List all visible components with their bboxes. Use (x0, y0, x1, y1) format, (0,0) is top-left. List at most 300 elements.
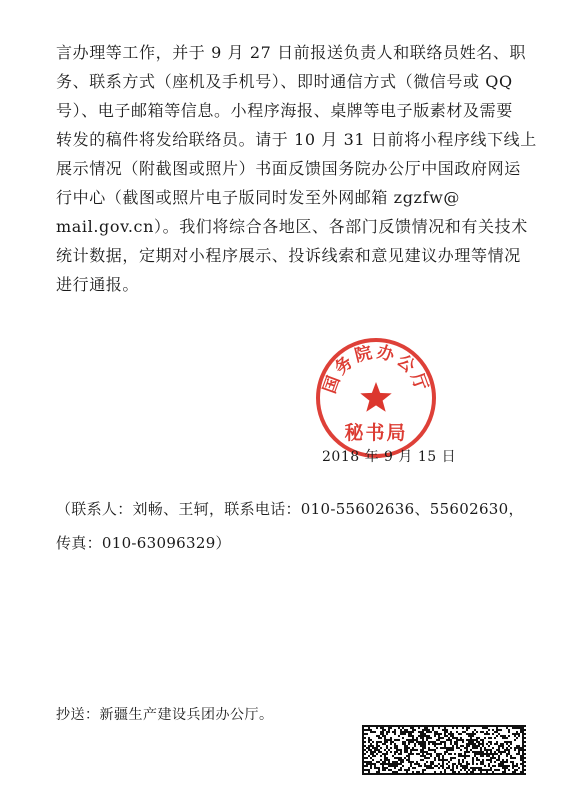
barcode-module (388, 739, 390, 741)
barcode-module (364, 749, 366, 751)
barcode-module (482, 769, 484, 771)
barcode-module (460, 773, 462, 775)
barcode-module (512, 733, 514, 735)
barcode-module (474, 751, 476, 753)
barcode-module (424, 745, 426, 747)
barcode-module (524, 737, 526, 739)
barcode-module (394, 725, 396, 727)
barcode-module (478, 741, 480, 743)
barcode-module (458, 773, 460, 775)
barcode-module (520, 763, 522, 765)
barcode-module (392, 741, 394, 743)
barcode-module (420, 737, 422, 739)
barcode-module (372, 745, 374, 747)
barcode-module (444, 753, 446, 755)
barcode-module (392, 763, 394, 765)
barcode-module (426, 761, 428, 763)
barcode-module (458, 725, 460, 727)
barcode-module (440, 737, 442, 739)
barcode-module (460, 725, 462, 727)
barcode-module (418, 765, 420, 767)
barcode-module (472, 725, 474, 727)
barcode-module (434, 751, 436, 753)
barcode-module (498, 749, 500, 751)
seal-star-icon (360, 382, 391, 412)
barcode-module (478, 737, 480, 739)
barcode-module (422, 743, 424, 745)
barcode-module (456, 747, 458, 749)
barcode-module (500, 729, 502, 731)
barcode-module (396, 745, 398, 747)
barcode-module (462, 759, 464, 761)
barcode-module (412, 725, 414, 727)
barcode-module (390, 725, 392, 727)
barcode-module (374, 751, 376, 753)
barcode-module (476, 741, 478, 743)
barcode-module (426, 739, 428, 741)
barcode-module (416, 773, 418, 775)
barcode-module (442, 747, 444, 749)
barcode-module (446, 735, 448, 737)
barcode-module (520, 727, 522, 729)
barcode-module (432, 741, 434, 743)
barcode-module (364, 757, 366, 759)
barcode-module (500, 753, 502, 755)
barcode-module (496, 759, 498, 761)
barcode-module (504, 749, 506, 751)
barcode-module (408, 725, 410, 727)
contact-info (56, 492, 536, 560)
barcode-module (386, 773, 388, 775)
barcode-module (466, 773, 468, 775)
barcode-module (448, 725, 450, 727)
barcode-module (422, 737, 424, 739)
barcode-module (522, 727, 524, 729)
barcode-module (474, 747, 476, 749)
barcode-module (452, 733, 454, 735)
barcode-module (458, 753, 460, 755)
barcode-module (372, 741, 374, 743)
barcode-module (492, 729, 494, 731)
barcode-module (498, 773, 500, 775)
barcode-module (418, 731, 420, 733)
barcode-module (410, 739, 412, 741)
barcode-module (516, 737, 518, 739)
barcode-module (444, 759, 446, 761)
barcode-module (410, 763, 412, 765)
barcode-module (522, 735, 524, 737)
barcode-module (500, 743, 502, 745)
barcode-module (366, 751, 368, 753)
barcode-module (412, 737, 414, 739)
barcode-module (384, 749, 386, 751)
barcode-module (490, 751, 492, 753)
barcode-module (522, 743, 524, 745)
barcode-module (364, 753, 366, 755)
barcode-module (362, 747, 364, 749)
barcode-module (376, 771, 378, 773)
barcode-module (514, 739, 516, 741)
barcode-module (510, 725, 512, 727)
barcode-module (482, 739, 484, 741)
barcode-module (388, 759, 390, 761)
barcode-module (426, 737, 428, 739)
barcode-module (486, 755, 488, 757)
barcode-module (488, 769, 490, 771)
barcode-module (468, 763, 470, 765)
barcode-module (420, 749, 422, 751)
barcode-module (408, 743, 410, 745)
barcode-module (520, 757, 522, 759)
barcode-module (494, 773, 496, 775)
barcode-module (454, 741, 456, 743)
barcode-module (420, 735, 422, 737)
issue-date: 2018 年 9 月 15 日 (322, 449, 457, 465)
barcode-module (482, 743, 484, 745)
barcode-module (394, 733, 396, 735)
barcode-module (484, 769, 486, 771)
barcode-module (368, 773, 370, 775)
barcode-module (450, 735, 452, 737)
barcode-module (398, 757, 400, 759)
barcode-module (468, 773, 470, 775)
barcode-module (438, 737, 440, 739)
barcode-module (476, 751, 478, 753)
barcode-module (468, 751, 470, 753)
barcode-module (382, 767, 384, 769)
barcode-module (514, 773, 516, 775)
barcode-module (454, 757, 456, 759)
barcode-module (394, 731, 396, 733)
barcode-module (378, 751, 380, 753)
barcode-module (464, 753, 466, 755)
barcode-module (440, 741, 442, 743)
barcode-module (474, 729, 476, 731)
barcode-module (488, 763, 490, 765)
barcode-module (478, 751, 480, 753)
barcode-module (478, 773, 480, 775)
barcode-module (400, 731, 402, 733)
barcode-module (410, 733, 412, 735)
barcode-module (458, 733, 460, 735)
barcode-module (422, 733, 424, 735)
barcode-module (384, 737, 386, 739)
barcode-module (366, 761, 368, 763)
barcode-module (506, 749, 508, 751)
barcode-module (520, 749, 522, 751)
barcode-module (434, 741, 436, 743)
seal-org-text: 国务院办公厅 (319, 342, 433, 397)
barcode-module (426, 731, 428, 733)
barcode-module (516, 733, 518, 735)
barcode-module (442, 725, 444, 727)
barcode-module (480, 767, 482, 769)
barcode-module (402, 737, 404, 739)
barcode-module (524, 761, 526, 763)
barcode-module (368, 737, 370, 739)
barcode-module (446, 763, 448, 765)
barcode-module (464, 765, 466, 767)
barcode-module (374, 749, 376, 751)
barcode-module (378, 737, 380, 739)
barcode-module (506, 737, 508, 739)
barcode-module (472, 733, 474, 735)
barcode-module (390, 727, 392, 729)
barcode-module (466, 727, 468, 729)
barcode-module (466, 751, 468, 753)
barcode-module (386, 725, 388, 727)
barcode-module (396, 747, 398, 749)
barcode-module (446, 747, 448, 749)
barcode-module (490, 741, 492, 743)
barcode-module (482, 761, 484, 763)
barcode-module (424, 741, 426, 743)
barcode-module (456, 743, 458, 745)
barcode-module (450, 733, 452, 735)
barcode-module (390, 773, 392, 775)
barcode-module (436, 743, 438, 745)
barcode-module (518, 735, 520, 737)
barcode-module (514, 733, 516, 735)
barcode-module (456, 773, 458, 775)
barcode-module (482, 773, 484, 775)
barcode-module (486, 753, 488, 755)
barcode-module (370, 763, 372, 765)
barcode-module (400, 753, 402, 755)
barcode-module (432, 749, 434, 751)
barcode-module (368, 747, 370, 749)
barcode-module (480, 771, 482, 773)
barcode-module (428, 735, 430, 737)
barcode-module (492, 771, 494, 773)
barcode-module (506, 743, 508, 745)
barcode-module (392, 755, 394, 757)
barcode-module (518, 753, 520, 755)
barcode-module (362, 767, 364, 769)
barcode-module (466, 747, 468, 749)
barcode-module (498, 733, 500, 735)
barcode-module (420, 745, 422, 747)
barcode-module (422, 741, 424, 743)
barcode-module (400, 769, 402, 771)
barcode-module (520, 773, 522, 775)
barcode-module (434, 733, 436, 735)
barcode-module (486, 759, 488, 761)
barcode-module (402, 731, 404, 733)
barcode-module (388, 749, 390, 751)
barcode-module (506, 755, 508, 757)
barcode-module (422, 759, 424, 761)
barcode-module (438, 753, 440, 755)
barcode-module (366, 773, 368, 775)
barcode-module (388, 725, 390, 727)
barcode-module (522, 757, 524, 759)
barcode-module (514, 771, 516, 773)
barcode-module (380, 751, 382, 753)
barcode-module (408, 769, 410, 771)
barcode-module (394, 747, 396, 749)
barcode-module (436, 731, 438, 733)
barcode-module (434, 759, 436, 761)
barcode-module (404, 729, 406, 731)
barcode-module (460, 745, 462, 747)
barcode-module (438, 757, 440, 759)
barcode-module (384, 757, 386, 759)
barcode-module (456, 737, 458, 739)
barcode-module (432, 725, 434, 727)
barcode-module (476, 767, 478, 769)
barcode-module (460, 769, 462, 771)
barcode-module (444, 751, 446, 753)
barcode-module (512, 767, 514, 769)
barcode-module (462, 755, 464, 757)
barcode-module (462, 773, 464, 775)
barcode-module (486, 751, 488, 753)
barcode-module (438, 759, 440, 761)
barcode-module (522, 767, 524, 769)
barcode-module (382, 729, 384, 731)
barcode-module (450, 749, 452, 751)
barcode-module (418, 735, 420, 737)
barcode-module (384, 729, 386, 731)
barcode-module (498, 751, 500, 753)
barcode-module (498, 747, 500, 749)
barcode-module (368, 755, 370, 757)
barcode-module (508, 769, 510, 771)
barcode-module (366, 769, 368, 771)
barcode-module (418, 763, 420, 765)
barcode-module (520, 725, 522, 727)
barcode-module (502, 773, 504, 775)
barcode-module (448, 773, 450, 775)
barcode-module (380, 763, 382, 765)
barcode-module (492, 725, 494, 727)
barcode-module (446, 759, 448, 761)
barcode-module (450, 773, 452, 775)
barcode-module (512, 771, 514, 773)
body-line: 务、联系方式（座机及手机号）、即时通信方式（微信号或 QQ (56, 72, 513, 91)
barcode-module (424, 751, 426, 753)
barcode-module (442, 773, 444, 775)
barcode-module (416, 741, 418, 743)
barcode-module (418, 743, 420, 745)
barcode-module (476, 773, 478, 775)
barcode-module (452, 747, 454, 749)
barcode-module (476, 739, 478, 741)
barcode-module (430, 737, 432, 739)
barcode-module (460, 749, 462, 751)
barcode-module (522, 737, 524, 739)
barcode-module (464, 767, 466, 769)
barcode-module (414, 743, 416, 745)
barcode-module (480, 755, 482, 757)
barcode-module (440, 747, 442, 749)
barcode-module (520, 731, 522, 733)
barcode-module (378, 749, 380, 751)
barcode-module (398, 749, 400, 751)
barcode-module (424, 743, 426, 745)
barcode-module (400, 725, 402, 727)
barcode-module (446, 725, 448, 727)
barcode-module (514, 727, 516, 729)
barcode-module (506, 727, 508, 729)
barcode-module (488, 745, 490, 747)
barcode-module (480, 749, 482, 751)
barcode-module (414, 773, 416, 775)
barcode-module (486, 749, 488, 751)
barcode-module (488, 729, 490, 731)
barcode-module (386, 747, 388, 749)
barcode-module (376, 727, 378, 729)
barcode-module (362, 755, 364, 757)
barcode-module (362, 731, 364, 733)
barcode-module (502, 771, 504, 773)
barcode-module (380, 733, 382, 735)
barcode-module (432, 729, 434, 731)
barcode-module (430, 773, 432, 775)
barcode-module (496, 729, 498, 731)
barcode-module (378, 745, 380, 747)
barcode-module (424, 735, 426, 737)
barcode-module (412, 739, 414, 741)
barcode-module (384, 741, 386, 743)
barcode-module (378, 761, 380, 763)
barcode-module (362, 753, 364, 755)
body-line: 展示情况（附截图或照片）书面反馈国务院办公厅中国政府网运 (56, 159, 521, 178)
barcode-module (390, 741, 392, 743)
barcode-module (370, 731, 372, 733)
barcode-module (372, 759, 374, 761)
barcode-module (506, 761, 508, 763)
barcode-module (426, 757, 428, 759)
barcode-module (438, 727, 440, 729)
barcode-module (452, 763, 454, 765)
barcode-module (402, 741, 404, 743)
barcode-module (402, 725, 404, 727)
barcode-module (410, 741, 412, 743)
barcode-module (410, 761, 412, 763)
barcode-module (522, 739, 524, 741)
barcode-module (422, 739, 424, 741)
barcode-module (398, 763, 400, 765)
barcode-module (482, 751, 484, 753)
barcode-module (494, 753, 496, 755)
barcode-module (494, 737, 496, 739)
barcode-module (386, 753, 388, 755)
barcode-module (508, 729, 510, 731)
barcode-module (522, 765, 524, 767)
barcode-module (398, 773, 400, 775)
barcode-module (502, 743, 504, 745)
barcode-module (414, 725, 416, 727)
barcode-module (412, 747, 414, 749)
barcode-module (384, 753, 386, 755)
barcode-module (492, 765, 494, 767)
cc-line: 抄送：新疆生产建设兵团办公厅。 (56, 707, 274, 723)
barcode-module (498, 755, 500, 757)
barcode-module (426, 767, 428, 769)
barcode-module (466, 725, 468, 727)
barcode-module (434, 725, 436, 727)
barcode-module (388, 769, 390, 771)
barcode-module (404, 745, 406, 747)
barcode-module (402, 765, 404, 767)
barcode-module (394, 767, 396, 769)
barcode-module (522, 761, 524, 763)
barcode-module (492, 753, 494, 755)
barcode-module (452, 773, 454, 775)
barcode-module (460, 739, 462, 741)
